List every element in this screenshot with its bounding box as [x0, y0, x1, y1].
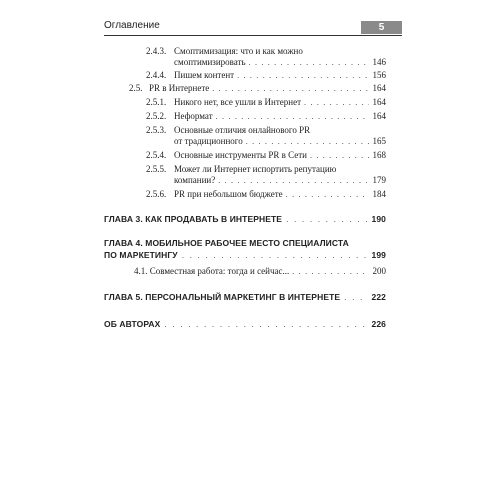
running-header [104, 22, 402, 36]
header-title: Оглавление [104, 20, 160, 31]
dot-leader [246, 136, 369, 147]
toc-entry-title: Неформат [174, 111, 213, 121]
toc-page-number: 200 [372, 266, 386, 276]
toc-chapter-5[interactable] [104, 291, 386, 303]
toc-entry-2-5-3-line1 [146, 125, 310, 136]
dot-leader [182, 249, 368, 261]
toc-page-number: 190 [371, 214, 386, 224]
toc-page-number: 168 [372, 150, 386, 160]
toc-entry-title: Основные инструменты PR в Сети [174, 150, 307, 160]
toc-entry-2-5[interactable] [129, 83, 386, 94]
dot-leader [292, 266, 369, 277]
dot-leader [216, 111, 369, 122]
toc-chapter-title: ГЛАВА 5. ПЕРСОНАЛЬНЫЙ МАРКЕТИНГ В ИНТЕРНЕТЕ [104, 292, 341, 302]
dot-leader [237, 70, 369, 81]
dot-leader [218, 175, 369, 186]
toc-entry-2-4-3[interactable] [174, 57, 386, 68]
toc-entry-title: Может ли Интернет испортить репутацию [174, 164, 337, 174]
toc-entry-title: 4.1. Совместная работа: тогда и сейчас... [134, 266, 290, 276]
toc-chapter-title-cont: ПО МАРКЕТИНГУ [104, 250, 178, 260]
dot-leader [164, 318, 367, 330]
toc-page-number: 165 [372, 136, 386, 146]
dot-leader [212, 83, 369, 94]
toc-page-number: 226 [371, 319, 386, 329]
toc-entry-title: PR в Интернете [149, 83, 210, 93]
toc-entry-2-5-2[interactable] [146, 111, 386, 122]
toc-chapter-4[interactable] [104, 249, 386, 261]
toc-page-number: 222 [371, 292, 386, 302]
dot-leader [249, 57, 369, 68]
toc-entry-title-cont: смоптимизировать [174, 57, 246, 67]
toc-chapter-title: ГЛАВА 3. КАК ПРОДАВАТЬ В ИНТЕРНЕТЕ [104, 214, 283, 224]
toc-entry-number: 2.5.4. [146, 150, 167, 160]
toc-entry-title: Никого нет, все ушли в Интернет [174, 97, 302, 107]
dot-leader [286, 213, 367, 225]
dot-leader [310, 150, 369, 161]
toc-entry-title: PR при небольшом бюджете [174, 189, 283, 199]
toc-entry-number: 2.5.3. [146, 125, 167, 135]
dot-leader [286, 189, 369, 200]
toc-page-number: 164 [372, 97, 386, 107]
toc-entry-2-5-4[interactable] [146, 150, 386, 161]
toc-chapter-3[interactable] [104, 213, 386, 225]
toc-entry-title: Пишем контент [174, 70, 235, 80]
toc-page-number: 164 [372, 83, 386, 93]
toc-entry-number: 2.4.3. [146, 46, 167, 56]
toc-entry-title-cont: компании? [174, 175, 216, 185]
dot-leader [304, 97, 369, 108]
toc-page-number: 199 [371, 250, 386, 260]
toc-entry-2-5-1[interactable] [146, 97, 386, 108]
toc-entry-number: 2.4.4. [146, 70, 167, 80]
toc-about-authors[interactable] [104, 318, 386, 330]
toc-page-number: 164 [372, 111, 386, 121]
toc-entry-2-4-4[interactable] [146, 70, 386, 81]
toc-entry-4-1[interactable] [134, 266, 386, 277]
toc-page-number: 184 [372, 189, 386, 199]
toc-entry-2-5-6[interactable] [146, 189, 386, 200]
toc-entry-2-5-3[interactable] [174, 136, 386, 147]
toc-entry-number: 2.5.6. [146, 189, 167, 199]
toc-entry-number: 2.5.1. [146, 97, 167, 107]
toc-entry-number: 2.5. [129, 83, 143, 93]
toc-page-number: 156 [372, 70, 386, 80]
toc-entry-title-cont: от традиционного [174, 136, 243, 146]
toc-page-number: 179 [372, 175, 386, 185]
toc-entry-2-5-5-line1 [146, 164, 336, 175]
toc-entry-2-4-3-line1 [146, 46, 303, 57]
toc-entry-number: 2.5.5. [146, 164, 167, 174]
dot-leader [344, 291, 367, 303]
header-page-number: 5 [361, 21, 402, 34]
toc-page-number: 146 [372, 57, 386, 67]
toc-entry-number: 2.5.2. [146, 111, 167, 121]
toc-entry-title: Основные отличия онлайнового PR [174, 125, 311, 135]
toc-chapter-title: ОБ АВТОРАХ [104, 319, 161, 329]
toc-entry-title: Смоптимизация: что и как можно [174, 46, 303, 56]
toc-entry-2-5-5[interactable] [174, 175, 386, 186]
toc-chapter-4-line1: ГЛАВА 4. МОБИЛЬНОЕ РАБОЧЕЕ МЕСТО СПЕЦИАЛИСТА [104, 238, 349, 248]
